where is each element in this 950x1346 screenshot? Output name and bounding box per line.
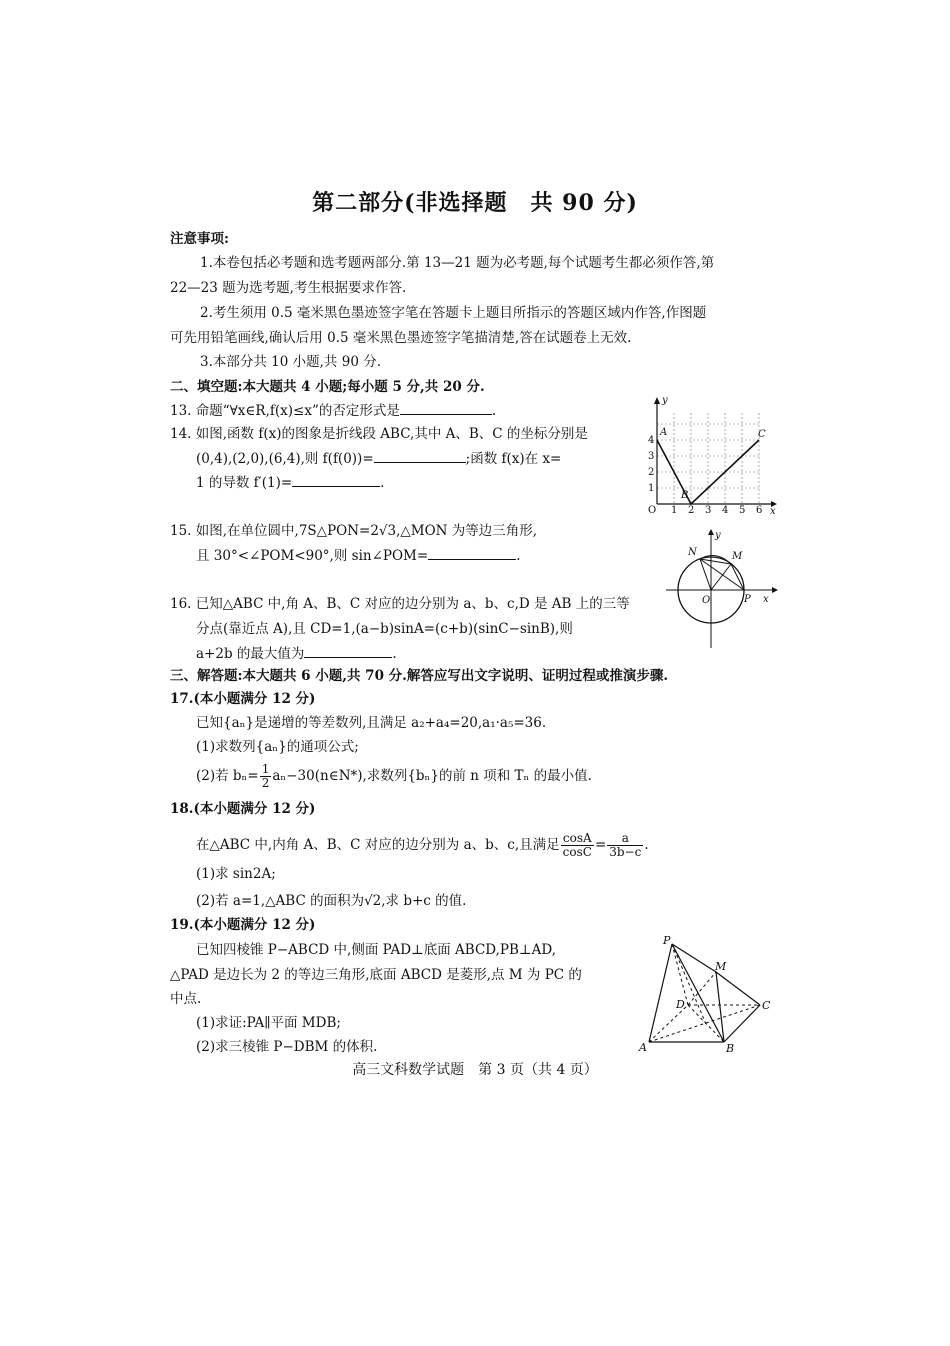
point-b-label: B bbox=[681, 490, 689, 501]
pyramid-point-a: A bbox=[639, 1041, 647, 1054]
q15-answer-blank bbox=[428, 545, 516, 560]
q14-line-2a: (0,4),(2,0),(6,4),则 f(f(0))= bbox=[196, 451, 374, 467]
q16-line-3a: a+2b 的最大值为 bbox=[196, 646, 305, 662]
q18-heading: 18.(本小题满分 12 分) bbox=[170, 801, 316, 817]
q14-line-3a: 1 的导数 f′(1)= bbox=[196, 475, 293, 491]
q14-line-2b: ;函数 f(x)在 x= bbox=[465, 451, 562, 467]
q18-f1-den: cosC bbox=[562, 845, 592, 859]
q18-line-1b: . bbox=[644, 837, 649, 853]
graph-origin-label: O bbox=[648, 505, 657, 515]
q16-answer-blank bbox=[304, 643, 392, 658]
y-tick-3: 3 bbox=[648, 451, 655, 462]
q15-unit-circle-figure bbox=[660, 528, 780, 650]
pyramid-solid-edges bbox=[649, 944, 760, 1042]
q14-line-3b: . bbox=[380, 475, 385, 491]
graph-x-label: x bbox=[770, 506, 776, 515]
q18-line-3: (2)若 a=1,△ABC 的面积为√2,求 b+c 的值. bbox=[196, 893, 467, 909]
circle-y-label: y bbox=[715, 530, 721, 541]
q19-line-3: 中点. bbox=[170, 991, 202, 1007]
x-tick-1: 1 bbox=[671, 505, 678, 515]
pyramid-point-d: D bbox=[676, 998, 685, 1011]
q17-fraction bbox=[260, 763, 272, 790]
q17-line-3 bbox=[196, 763, 592, 790]
q17-line-3a: (2)若 bₙ= bbox=[196, 768, 259, 784]
x-tick-6: 6 bbox=[756, 505, 763, 515]
notice-heading: 注意事项: bbox=[170, 231, 229, 247]
q18-line-1a: 在△ABC 中,内角 A、B、C 对应的边分别为 a、b、c,且满足 bbox=[196, 837, 560, 853]
q14-answer-blank-1 bbox=[374, 448, 466, 463]
point-o-label: O bbox=[702, 595, 711, 606]
q15-line-2b: . bbox=[516, 548, 521, 564]
q16-line-2: 分点(靠近点 A),且 CD=1,(a−b)sinA=(c+b)(sinC−sinB),则 bbox=[196, 621, 573, 637]
q13-text: 13. 命题“∀x∈R,f(x)≤x”的否定形式是 bbox=[170, 403, 400, 419]
q19-pyramid-figure bbox=[636, 932, 776, 1057]
q17-heading: 17.(本小题满分 12 分) bbox=[170, 691, 316, 707]
q14-line-3 bbox=[196, 472, 384, 493]
q17-line-1: 已知{aₙ}是递增的等差数列,且满足 a₂+a₄=20,a₁·a₅=36. bbox=[196, 715, 547, 731]
q13-answer-blank bbox=[400, 400, 492, 415]
x-tick-3: 3 bbox=[705, 505, 712, 515]
q14-graph-figure bbox=[640, 393, 780, 515]
q16-line-3 bbox=[196, 643, 397, 664]
pyramid-point-m: M bbox=[715, 960, 727, 973]
y-axis-arrow bbox=[654, 397, 660, 404]
x-tick-4: 4 bbox=[722, 505, 729, 515]
q19-line-1: 已知四棱锥 P−ABCD 中,侧面 PAD⊥底面 ABCD,PB⊥AD, bbox=[196, 942, 557, 958]
point-c-label: C bbox=[758, 429, 766, 440]
x-tick-2: 2 bbox=[688, 505, 695, 515]
section-3-heading: 三、解答题:本大题共 6 小题,共 70 分.解答应写出文字说明、证明过程或推演步骤. bbox=[170, 668, 669, 684]
q18-line-1 bbox=[196, 832, 649, 859]
pyramid-point-c: C bbox=[762, 999, 771, 1012]
circle-x-label: x bbox=[763, 594, 769, 605]
q19-line-5: (2)求三棱锥 P−DBM 的体积. bbox=[196, 1039, 378, 1055]
graph-y-label: y bbox=[662, 395, 668, 406]
q17-line-2: (1)求数列{aₙ}的通项公式; bbox=[196, 739, 359, 755]
q17-frac-den: 2 bbox=[261, 776, 270, 790]
q19-line-2: △PAD 是边长为 2 的等边三角形,底面 ABCD 是菱形,点 M 为 PC 的 bbox=[170, 967, 582, 983]
q15-line-2 bbox=[196, 545, 520, 566]
q19-heading: 19.(本小题满分 12 分) bbox=[170, 917, 316, 933]
section-2-heading: 二、填空题:本大题共 4 小题;每小题 5 分,共 20 分. bbox=[170, 379, 485, 395]
circle-x-axis-arrow bbox=[772, 587, 778, 593]
y-tick-2: 2 bbox=[648, 467, 655, 478]
page-footer: 高三文科数学试题 第 3 页（共 4 页） bbox=[352, 1062, 598, 1078]
circle-y-axis-arrow bbox=[708, 529, 714, 535]
q18-f2-num: a bbox=[607, 832, 643, 846]
q17-frac-num: 1 bbox=[261, 762, 270, 776]
notice-item-2a: 2.考生须用 0.5 毫米黑色墨迹签字笔在答题卡上题目所指示的答题区域内作答,作图题 bbox=[200, 305, 707, 321]
pyramid-point-p: P bbox=[663, 934, 671, 947]
notice-item-1b: 22—23 题为选考题,考生根据要求作答. bbox=[170, 280, 407, 296]
q14-line-1: 14. 如图,函数 f(x)的图象是折线段 ABC,其中 A、B、C 的坐标分别是 bbox=[170, 426, 588, 442]
notice-item-2b: 可先用铅笔画线,确认后用 0.5 毫米黑色墨迹签字笔描清楚,答在试题卷上无效. bbox=[170, 330, 632, 346]
pyramid-point-b: B bbox=[726, 1042, 735, 1055]
q18-eq: = bbox=[594, 837, 607, 853]
q18-fraction-1 bbox=[561, 832, 594, 859]
y-tick-4: 4 bbox=[648, 435, 655, 446]
q18-line-2: (1)求 sin2A; bbox=[196, 866, 276, 882]
q18-f2-den: 3b−c bbox=[609, 845, 642, 859]
point-p-label: P bbox=[744, 594, 751, 605]
x-tick-5: 5 bbox=[739, 505, 746, 515]
point-n-label: N bbox=[688, 547, 697, 558]
q16-line-1: 16. 已知△ABC 中,角 A、B、C 对应的边分别为 a、b、c,D 是 AB 上的三等 bbox=[170, 596, 630, 612]
q18-fraction-2 bbox=[607, 832, 643, 859]
q14-line-2 bbox=[196, 448, 561, 469]
point-m-label: M bbox=[732, 551, 743, 562]
q16-line-3b: . bbox=[392, 646, 397, 662]
point-a-label: A bbox=[660, 427, 668, 438]
q17-line-3b: aₙ−30(n∈N*),求数列{bₙ}的前 n 项和 Tₙ 的最小值. bbox=[272, 768, 592, 784]
q15-line-2a: 且 30°<∠POM<90°,则 sin∠POM= bbox=[196, 548, 429, 564]
question-13 bbox=[170, 400, 496, 421]
q13-end: . bbox=[491, 403, 497, 419]
notice-item-3: 3.本部分共 10 小题,共 90 分. bbox=[200, 354, 381, 370]
notice-item-1a: 1.本卷包括必考题和选考题两部分.第 13—21 题为必考题,每个试题考生都必须作答,第 bbox=[200, 255, 715, 271]
q14-answer-blank-2 bbox=[292, 472, 380, 487]
q18-f1-num: cosA bbox=[561, 832, 594, 846]
section-title: 第二部分(非选择题 共 90 分) bbox=[312, 190, 638, 216]
q19-line-4: (1)求证:PA∥平面 MDB; bbox=[196, 1015, 341, 1031]
graph-grid bbox=[657, 413, 759, 504]
q15-line-1: 15. 如图,在单位圆中,7S△PON=2√3,△MON 为等边三角形, bbox=[170, 523, 538, 539]
y-tick-1: 1 bbox=[648, 483, 655, 494]
